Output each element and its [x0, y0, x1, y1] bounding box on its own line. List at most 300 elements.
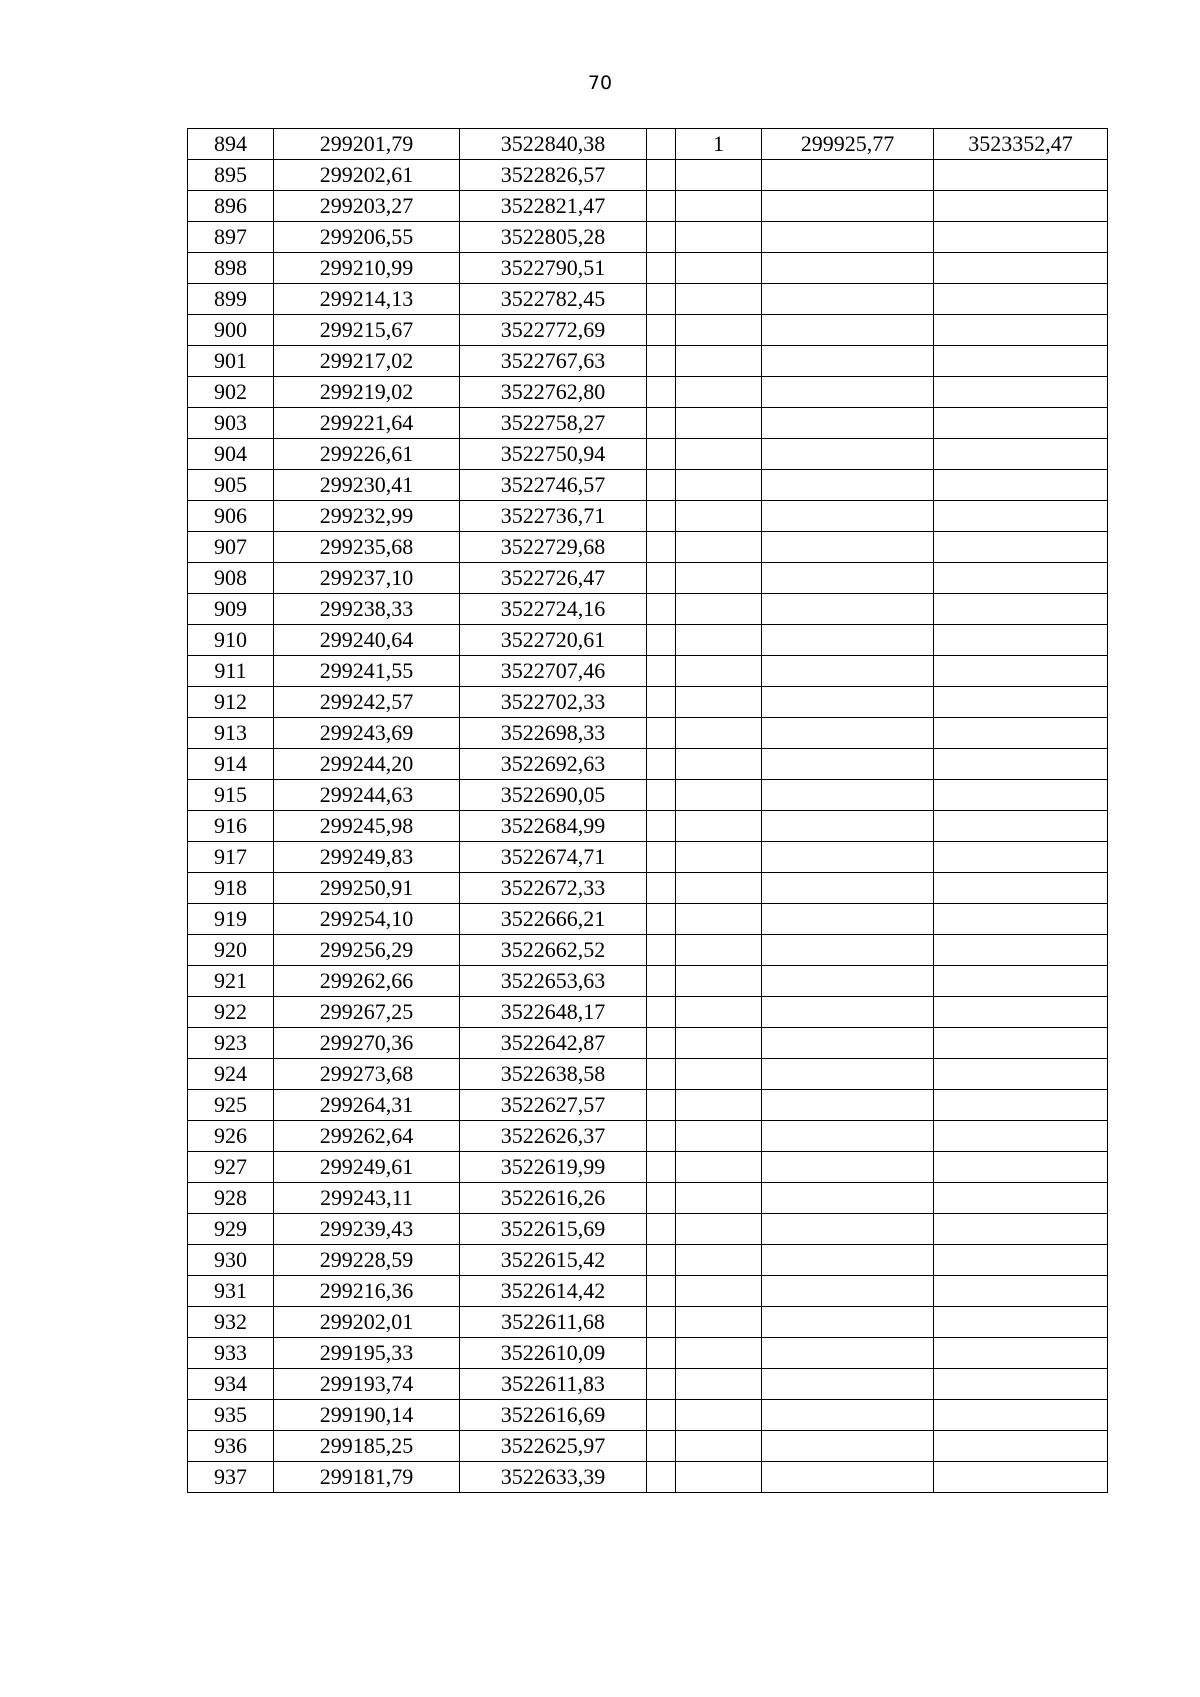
second-y-coordinate-cell [934, 1400, 1108, 1431]
second-point-number-cell [676, 842, 762, 873]
y-coordinate-cell: 3522805,28 [460, 222, 647, 253]
second-x-coordinate-cell [762, 439, 934, 470]
y-coordinate-cell: 3522729,68 [460, 532, 647, 563]
x-coordinate-cell: 299195,33 [274, 1338, 460, 1369]
table-row [188, 1183, 1108, 1214]
second-point-number-cell [676, 160, 762, 191]
second-x-coordinate-cell [762, 1028, 934, 1059]
table-row [188, 439, 1108, 470]
table-row [188, 470, 1108, 501]
second-y-coordinate-cell [934, 1152, 1108, 1183]
second-x-coordinate-cell [762, 408, 934, 439]
x-coordinate-cell: 299239,43 [274, 1214, 460, 1245]
second-point-number-cell [676, 625, 762, 656]
point-number-cell: 895 [188, 160, 274, 191]
table-row [188, 1400, 1108, 1431]
second-point-number-cell [676, 1369, 762, 1400]
separator-cell [647, 997, 676, 1028]
table-row [188, 1028, 1108, 1059]
point-number-cell: 922 [188, 997, 274, 1028]
separator-cell [647, 1276, 676, 1307]
separator-cell [647, 625, 676, 656]
table-row [188, 1431, 1108, 1462]
separator-cell [647, 1059, 676, 1090]
second-y-coordinate-cell [934, 749, 1108, 780]
second-x-coordinate-cell [762, 811, 934, 842]
second-y-coordinate-cell [934, 315, 1108, 346]
x-coordinate-cell: 299254,10 [274, 904, 460, 935]
separator-cell [647, 718, 676, 749]
table-row [188, 563, 1108, 594]
second-point-number-cell [676, 1214, 762, 1245]
point-number-cell: 929 [188, 1214, 274, 1245]
second-x-coordinate-cell [762, 501, 934, 532]
second-y-coordinate-cell [934, 1183, 1108, 1214]
y-coordinate-cell: 3522610,09 [460, 1338, 647, 1369]
second-y-coordinate-cell [934, 346, 1108, 377]
x-coordinate-cell: 299185,25 [274, 1431, 460, 1462]
second-point-number-cell [676, 811, 762, 842]
y-coordinate-cell: 3522619,99 [460, 1152, 647, 1183]
table-row [188, 532, 1108, 563]
second-y-coordinate-cell [934, 1214, 1108, 1245]
x-coordinate-cell: 299256,29 [274, 935, 460, 966]
table-row [188, 1214, 1108, 1245]
point-number-cell: 911 [188, 656, 274, 687]
second-y-coordinate-cell [934, 594, 1108, 625]
y-coordinate-cell: 3522746,57 [460, 470, 647, 501]
point-number-cell: 916 [188, 811, 274, 842]
page-number: 70 [587, 72, 613, 94]
table-row [188, 811, 1108, 842]
second-y-coordinate-cell [934, 470, 1108, 501]
x-coordinate-cell: 299202,01 [274, 1307, 460, 1338]
second-x-coordinate-cell [762, 935, 934, 966]
second-y-coordinate-cell [934, 811, 1108, 842]
second-point-number-cell [676, 1276, 762, 1307]
x-coordinate-cell: 299228,59 [274, 1245, 460, 1276]
x-coordinate-cell: 299190,14 [274, 1400, 460, 1431]
second-point-number-cell [676, 780, 762, 811]
separator-cell [647, 1462, 676, 1493]
point-number-cell: 933 [188, 1338, 274, 1369]
second-x-coordinate-cell [762, 532, 934, 563]
second-x-coordinate-cell [762, 873, 934, 904]
point-number-cell: 935 [188, 1400, 274, 1431]
second-x-coordinate-cell [762, 966, 934, 997]
table-row [188, 594, 1108, 625]
y-coordinate-cell: 3522627,57 [460, 1090, 647, 1121]
separator-cell [647, 811, 676, 842]
second-point-number-cell [676, 439, 762, 470]
second-y-coordinate-cell [934, 1338, 1108, 1369]
separator-cell [647, 1431, 676, 1462]
y-coordinate-cell: 3522767,63 [460, 346, 647, 377]
second-y-coordinate-cell [934, 1431, 1108, 1462]
second-x-coordinate-cell [762, 656, 934, 687]
separator-cell [647, 439, 676, 470]
y-coordinate-cell: 3522638,58 [460, 1059, 647, 1090]
point-number-cell: 894 [188, 129, 274, 160]
table-row [188, 1338, 1108, 1369]
table-row [188, 253, 1108, 284]
table-row [188, 1245, 1108, 1276]
x-coordinate-cell: 299267,25 [274, 997, 460, 1028]
point-number-cell: 899 [188, 284, 274, 315]
point-number-cell: 907 [188, 532, 274, 563]
second-x-coordinate-cell [762, 253, 934, 284]
separator-cell [647, 532, 676, 563]
table-row [188, 1059, 1108, 1090]
y-coordinate-cell: 3522762,80 [460, 377, 647, 408]
second-y-coordinate-cell [934, 532, 1108, 563]
y-coordinate-cell: 3522633,39 [460, 1462, 647, 1493]
x-coordinate-cell: 299230,41 [274, 470, 460, 501]
x-coordinate-cell: 299206,55 [274, 222, 460, 253]
x-coordinate-cell: 299244,20 [274, 749, 460, 780]
y-coordinate-cell: 3522611,83 [460, 1369, 647, 1400]
second-point-number-cell [676, 1121, 762, 1152]
point-number-cell: 918 [188, 873, 274, 904]
table-row [188, 191, 1108, 222]
separator-cell [647, 966, 676, 997]
second-y-coordinate-cell [934, 222, 1108, 253]
point-number-cell: 905 [188, 470, 274, 501]
y-coordinate-cell: 3522674,71 [460, 842, 647, 873]
second-y-coordinate-cell [934, 501, 1108, 532]
x-coordinate-cell: 299237,10 [274, 563, 460, 594]
second-x-coordinate-cell: 299925,77 [762, 129, 934, 160]
y-coordinate-cell: 3522750,94 [460, 439, 647, 470]
second-y-coordinate-cell [934, 160, 1108, 191]
separator-cell [647, 749, 676, 780]
second-y-coordinate-cell [934, 191, 1108, 222]
table-row [188, 1276, 1108, 1307]
x-coordinate-cell: 299214,13 [274, 284, 460, 315]
second-y-coordinate-cell [934, 966, 1108, 997]
y-coordinate-cell: 3522615,42 [460, 1245, 647, 1276]
second-y-coordinate-cell [934, 284, 1108, 315]
second-point-number-cell [676, 1183, 762, 1214]
second-point-number-cell [676, 656, 762, 687]
y-coordinate-cell: 3522642,87 [460, 1028, 647, 1059]
separator-cell [647, 1090, 676, 1121]
second-point-number-cell [676, 873, 762, 904]
x-coordinate-cell: 299232,99 [274, 501, 460, 532]
point-number-cell: 901 [188, 346, 274, 377]
y-coordinate-cell: 3522826,57 [460, 160, 647, 191]
second-y-coordinate-cell [934, 873, 1108, 904]
y-coordinate-cell: 3522648,17 [460, 997, 647, 1028]
second-y-coordinate-cell [934, 1245, 1108, 1276]
x-coordinate-cell: 299243,11 [274, 1183, 460, 1214]
x-coordinate-cell: 299262,64 [274, 1121, 460, 1152]
point-number-cell: 921 [188, 966, 274, 997]
y-coordinate-cell: 3522611,68 [460, 1307, 647, 1338]
x-coordinate-cell: 299243,69 [274, 718, 460, 749]
second-x-coordinate-cell [762, 1152, 934, 1183]
x-coordinate-cell: 299249,83 [274, 842, 460, 873]
separator-cell [647, 129, 676, 160]
separator-cell [647, 687, 676, 718]
y-coordinate-cell: 3522782,45 [460, 284, 647, 315]
separator-cell [647, 284, 676, 315]
y-coordinate-cell: 3522692,63 [460, 749, 647, 780]
separator-cell [647, 1121, 676, 1152]
second-x-coordinate-cell [762, 1214, 934, 1245]
separator-cell [647, 408, 676, 439]
point-number-cell: 915 [188, 780, 274, 811]
separator-cell [647, 160, 676, 191]
table-row [188, 780, 1108, 811]
second-x-coordinate-cell [762, 377, 934, 408]
x-coordinate-cell: 299210,99 [274, 253, 460, 284]
table-row [188, 966, 1108, 997]
separator-cell [647, 594, 676, 625]
separator-cell [647, 1214, 676, 1245]
point-number-cell: 897 [188, 222, 274, 253]
y-coordinate-cell: 3522840,38 [460, 129, 647, 160]
point-number-cell: 912 [188, 687, 274, 718]
table-row [188, 935, 1108, 966]
point-number-cell: 920 [188, 935, 274, 966]
table-row [188, 656, 1108, 687]
second-x-coordinate-cell [762, 346, 934, 377]
separator-cell [647, 1183, 676, 1214]
second-x-coordinate-cell [762, 749, 934, 780]
x-coordinate-cell: 299219,02 [274, 377, 460, 408]
second-point-number-cell [676, 470, 762, 501]
second-point-number-cell [676, 1307, 762, 1338]
separator-cell [647, 935, 676, 966]
point-number-cell: 937 [188, 1462, 274, 1493]
second-point-number-cell [676, 532, 762, 563]
second-point-number-cell [676, 563, 762, 594]
point-number-cell: 903 [188, 408, 274, 439]
second-y-coordinate-cell [934, 904, 1108, 935]
second-point-number-cell [676, 718, 762, 749]
second-point-number-cell [676, 346, 762, 377]
y-coordinate-cell: 3522772,69 [460, 315, 647, 346]
second-point-number-cell [676, 687, 762, 718]
second-point-number-cell [676, 377, 762, 408]
second-point-number-cell [676, 594, 762, 625]
second-point-number-cell [676, 1400, 762, 1431]
table-row [188, 501, 1108, 532]
point-number-cell: 896 [188, 191, 274, 222]
x-coordinate-cell: 299226,61 [274, 439, 460, 470]
separator-cell [647, 191, 676, 222]
point-number-cell: 902 [188, 377, 274, 408]
second-y-coordinate-cell [934, 563, 1108, 594]
second-x-coordinate-cell [762, 718, 934, 749]
second-y-coordinate-cell [934, 1369, 1108, 1400]
x-coordinate-cell: 299202,61 [274, 160, 460, 191]
y-coordinate-cell: 3522821,47 [460, 191, 647, 222]
second-y-coordinate-cell [934, 1462, 1108, 1493]
y-coordinate-cell: 3522616,69 [460, 1400, 647, 1431]
table-row [188, 1462, 1108, 1493]
x-coordinate-cell: 299244,63 [274, 780, 460, 811]
second-y-coordinate-cell [934, 687, 1108, 718]
separator-cell [647, 780, 676, 811]
table-row [188, 1369, 1108, 1400]
x-coordinate-cell: 299242,57 [274, 687, 460, 718]
separator-cell [647, 470, 676, 501]
x-coordinate-cell: 299221,64 [274, 408, 460, 439]
x-coordinate-cell: 299201,79 [274, 129, 460, 160]
y-coordinate-cell: 3522758,27 [460, 408, 647, 439]
y-coordinate-cell: 3522684,99 [460, 811, 647, 842]
separator-cell [647, 1152, 676, 1183]
y-coordinate-cell: 3522666,21 [460, 904, 647, 935]
table-row [188, 160, 1108, 191]
y-coordinate-cell: 3522707,46 [460, 656, 647, 687]
point-number-cell: 906 [188, 501, 274, 532]
x-coordinate-cell: 299217,02 [274, 346, 460, 377]
x-coordinate-cell: 299270,36 [274, 1028, 460, 1059]
separator-cell [647, 873, 676, 904]
second-point-number-cell [676, 315, 762, 346]
y-coordinate-cell: 3522720,61 [460, 625, 647, 656]
second-x-coordinate-cell [762, 1121, 934, 1152]
y-coordinate-cell: 3522726,47 [460, 563, 647, 594]
y-coordinate-cell: 3522702,33 [460, 687, 647, 718]
table-row [188, 1090, 1108, 1121]
second-x-coordinate-cell [762, 780, 934, 811]
x-coordinate-cell: 299216,36 [274, 1276, 460, 1307]
x-coordinate-cell: 299241,55 [274, 656, 460, 687]
second-x-coordinate-cell [762, 594, 934, 625]
second-point-number-cell [676, 1152, 762, 1183]
second-x-coordinate-cell [762, 1369, 934, 1400]
second-point-number-cell [676, 501, 762, 532]
second-y-coordinate-cell [934, 935, 1108, 966]
second-y-coordinate-cell [934, 780, 1108, 811]
table-row [188, 873, 1108, 904]
y-coordinate-cell: 3522790,51 [460, 253, 647, 284]
point-number-cell: 923 [188, 1028, 274, 1059]
point-number-cell: 904 [188, 439, 274, 470]
second-x-coordinate-cell [762, 1462, 934, 1493]
point-number-cell: 931 [188, 1276, 274, 1307]
second-y-coordinate-cell: 3523352,47 [934, 129, 1108, 160]
point-number-cell: 927 [188, 1152, 274, 1183]
second-x-coordinate-cell [762, 842, 934, 873]
separator-cell [647, 253, 676, 284]
point-number-cell: 917 [188, 842, 274, 873]
second-y-coordinate-cell [934, 718, 1108, 749]
second-y-coordinate-cell [934, 1307, 1108, 1338]
point-number-cell: 928 [188, 1183, 274, 1214]
separator-cell [647, 222, 676, 253]
point-number-cell: 924 [188, 1059, 274, 1090]
second-x-coordinate-cell [762, 1307, 934, 1338]
y-coordinate-cell: 3522626,37 [460, 1121, 647, 1152]
point-number-cell: 926 [188, 1121, 274, 1152]
table-row [188, 625, 1108, 656]
second-x-coordinate-cell [762, 284, 934, 315]
separator-cell [647, 377, 676, 408]
table-row [188, 284, 1108, 315]
second-x-coordinate-cell [762, 1059, 934, 1090]
separator-cell [647, 501, 676, 532]
coordinates-table [187, 128, 1108, 1493]
x-coordinate-cell: 299235,68 [274, 532, 460, 563]
second-x-coordinate-cell [762, 470, 934, 501]
second-x-coordinate-cell [762, 1400, 934, 1431]
x-coordinate-cell: 299250,91 [274, 873, 460, 904]
point-number-cell: 934 [188, 1369, 274, 1400]
point-number-cell: 908 [188, 563, 274, 594]
table-row [188, 1307, 1108, 1338]
second-x-coordinate-cell [762, 1245, 934, 1276]
point-number-cell: 919 [188, 904, 274, 935]
x-coordinate-cell: 299215,67 [274, 315, 460, 346]
table-row [188, 687, 1108, 718]
second-x-coordinate-cell [762, 563, 934, 594]
y-coordinate-cell: 3522614,42 [460, 1276, 647, 1307]
y-coordinate-cell: 3522653,63 [460, 966, 647, 997]
second-point-number-cell [676, 1462, 762, 1493]
separator-cell [647, 1400, 676, 1431]
second-y-coordinate-cell [934, 842, 1108, 873]
table-row [188, 1121, 1108, 1152]
second-point-number-cell [676, 253, 762, 284]
table-row [188, 222, 1108, 253]
point-number-cell: 930 [188, 1245, 274, 1276]
second-y-coordinate-cell [934, 656, 1108, 687]
point-number-cell: 909 [188, 594, 274, 625]
separator-cell [647, 1338, 676, 1369]
second-y-coordinate-cell [934, 625, 1108, 656]
point-number-cell: 914 [188, 749, 274, 780]
second-point-number-cell [676, 1338, 762, 1369]
separator-cell [647, 904, 676, 935]
table-row [188, 842, 1108, 873]
x-coordinate-cell: 299193,74 [274, 1369, 460, 1400]
second-x-coordinate-cell [762, 625, 934, 656]
point-number-cell: 900 [188, 315, 274, 346]
second-y-coordinate-cell [934, 1121, 1108, 1152]
point-number-cell: 898 [188, 253, 274, 284]
table-row [188, 904, 1108, 935]
x-coordinate-cell: 299264,31 [274, 1090, 460, 1121]
second-point-number-cell [676, 966, 762, 997]
second-y-coordinate-cell [934, 1028, 1108, 1059]
table-row [188, 408, 1108, 439]
second-point-number-cell [676, 284, 762, 315]
point-number-cell: 936 [188, 1431, 274, 1462]
table-row [188, 749, 1108, 780]
x-coordinate-cell: 299181,79 [274, 1462, 460, 1493]
table-row [188, 346, 1108, 377]
second-x-coordinate-cell [762, 1183, 934, 1214]
second-point-number-cell [676, 1245, 762, 1276]
table-row [188, 718, 1108, 749]
second-y-coordinate-cell [934, 377, 1108, 408]
y-coordinate-cell: 3522615,69 [460, 1214, 647, 1245]
y-coordinate-cell: 3522736,71 [460, 501, 647, 532]
y-coordinate-cell: 3522698,33 [460, 718, 647, 749]
second-point-number-cell: 1 [676, 129, 762, 160]
separator-cell [647, 1369, 676, 1400]
table-row [188, 129, 1108, 160]
second-x-coordinate-cell [762, 160, 934, 191]
coordinates-table-body [188, 129, 1108, 1493]
second-x-coordinate-cell [762, 1090, 934, 1121]
separator-cell [647, 842, 676, 873]
